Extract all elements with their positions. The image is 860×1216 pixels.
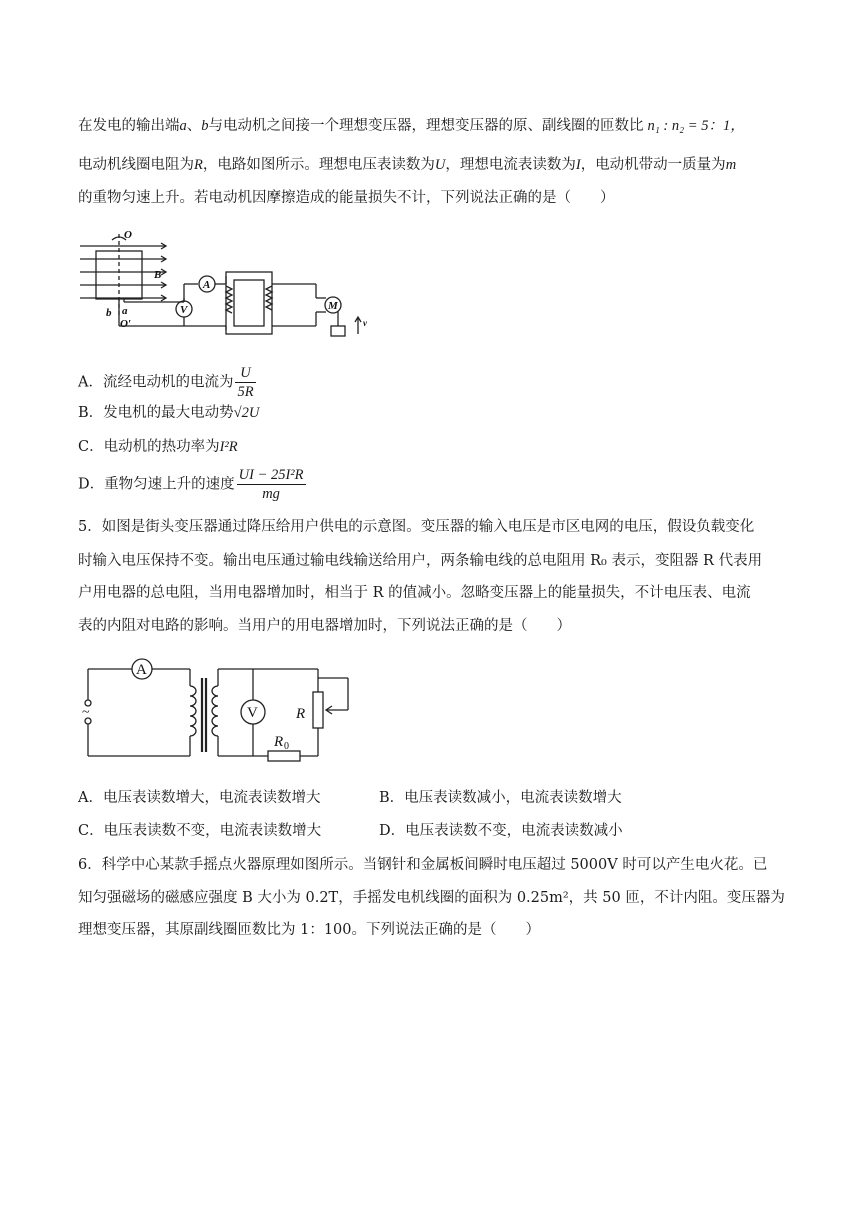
q4-line-1: 在发电的输出端a、b与电动机之间接一个理想变压器，理想变压器的原、副线圈的匝数比 n₁ : n₂ = 5：1， xyxy=(78,118,745,134)
q4-option-b[interactable]: B．发电机的最大电动势√2U xyxy=(78,405,260,421)
q6-line-1: 6．科学中心某款手摇点火器原理如图所示。当钢针和金属板间瞬时电压超过 5000V 时可以产生电火花。已 xyxy=(78,857,768,873)
q4-line-2: 电动机线圈电阻为R，电路如图所示。理想电压表读数为U，理想电流表读数为I，电动机带动一质量为m xyxy=(78,157,737,173)
q5-fig-label-R0: R xyxy=(274,734,284,750)
q4-fig-label-O: O xyxy=(124,229,132,241)
q6-line-3: 理想变压器，其原副线圈匝数比为 1：100。下列说法正确的是（ ） xyxy=(78,922,541,938)
q4-fig-label-ammeter: A xyxy=(203,279,211,291)
q4-fig-label-B: B xyxy=(154,269,162,281)
q6-line-2: 知匀强磁场的磁感应强度 B 大小为 0.2T，手摇发电机线圈的面积为 0.25m²，共 50 匝，不计内阻。变压器为 xyxy=(78,890,785,906)
q5-fig-label-ammeter: A xyxy=(136,662,147,678)
q4-fig-label-voltmeter: V xyxy=(180,304,188,316)
q5-circuit-figure xyxy=(78,656,360,768)
q4-fig-label-b: b xyxy=(106,307,112,319)
q4-fig-label-v: v xyxy=(363,318,367,328)
q5-line-1: 5．如图是街头变压器通过降压给用户供电的示意图。变压器的输入电压是市区电网的电压，假设负载变化 xyxy=(78,519,755,535)
q4-option-d[interactable]: D．重物匀速上升的速度 $\frac{\text{UI − 25I²R}}{mg}$ xyxy=(78,467,304,502)
q5-fig-label-ac-source: ~ xyxy=(82,705,90,720)
q4-fig-label-motor: M xyxy=(328,300,338,312)
q4-circuit-figure xyxy=(76,226,376,348)
q5-option-b[interactable]: B．电压表读数减小，电流表读数增大 xyxy=(379,790,622,806)
q4-fig-label-O-prime: O′ xyxy=(120,318,132,330)
q5-line-3: 户用电器的总电阻，当用电器增加时，相当于 R 的值减小。忽略变压器上的能量损失，不计电压表、电流 xyxy=(78,585,751,601)
q4-option-c[interactable]: C．电动机的热功率为I²R xyxy=(78,439,238,455)
q4-fig-label-a: a xyxy=(122,305,128,317)
q5-option-d[interactable]: D．电压表读数不变，电流表读数减小 xyxy=(379,823,623,839)
q5-option-c[interactable]: C．电压表读数不变，电流表读数增大 xyxy=(78,823,322,839)
q4-line-3: 的重物匀速上升。若电动机因摩擦造成的能量损失不计，下列说法正确的是（ ） xyxy=(78,190,615,206)
q5-line-4: 表的内阻对电路的影响。当用户的用电器增加时，下列说法正确的是（ ） xyxy=(78,618,571,634)
q5-fig-label-R: R xyxy=(296,706,306,722)
q5-option-a[interactable]: A．电压表读数增大，电流表读数增大 xyxy=(78,790,321,806)
q5-line-2: 时输入电压保持不变。输出电压通过输电线输送给用户，两条输电线的总电阻用 R₀ 表示，变阻器 R 代表用 xyxy=(78,553,763,569)
q4-option-a[interactable]: A．流经电动机的电流为 $\frac{U}{5R}$ xyxy=(78,365,254,400)
q5-fig-label-R0-sub: 0 xyxy=(284,741,289,752)
q5-fig-label-voltmeter: V xyxy=(247,705,258,721)
